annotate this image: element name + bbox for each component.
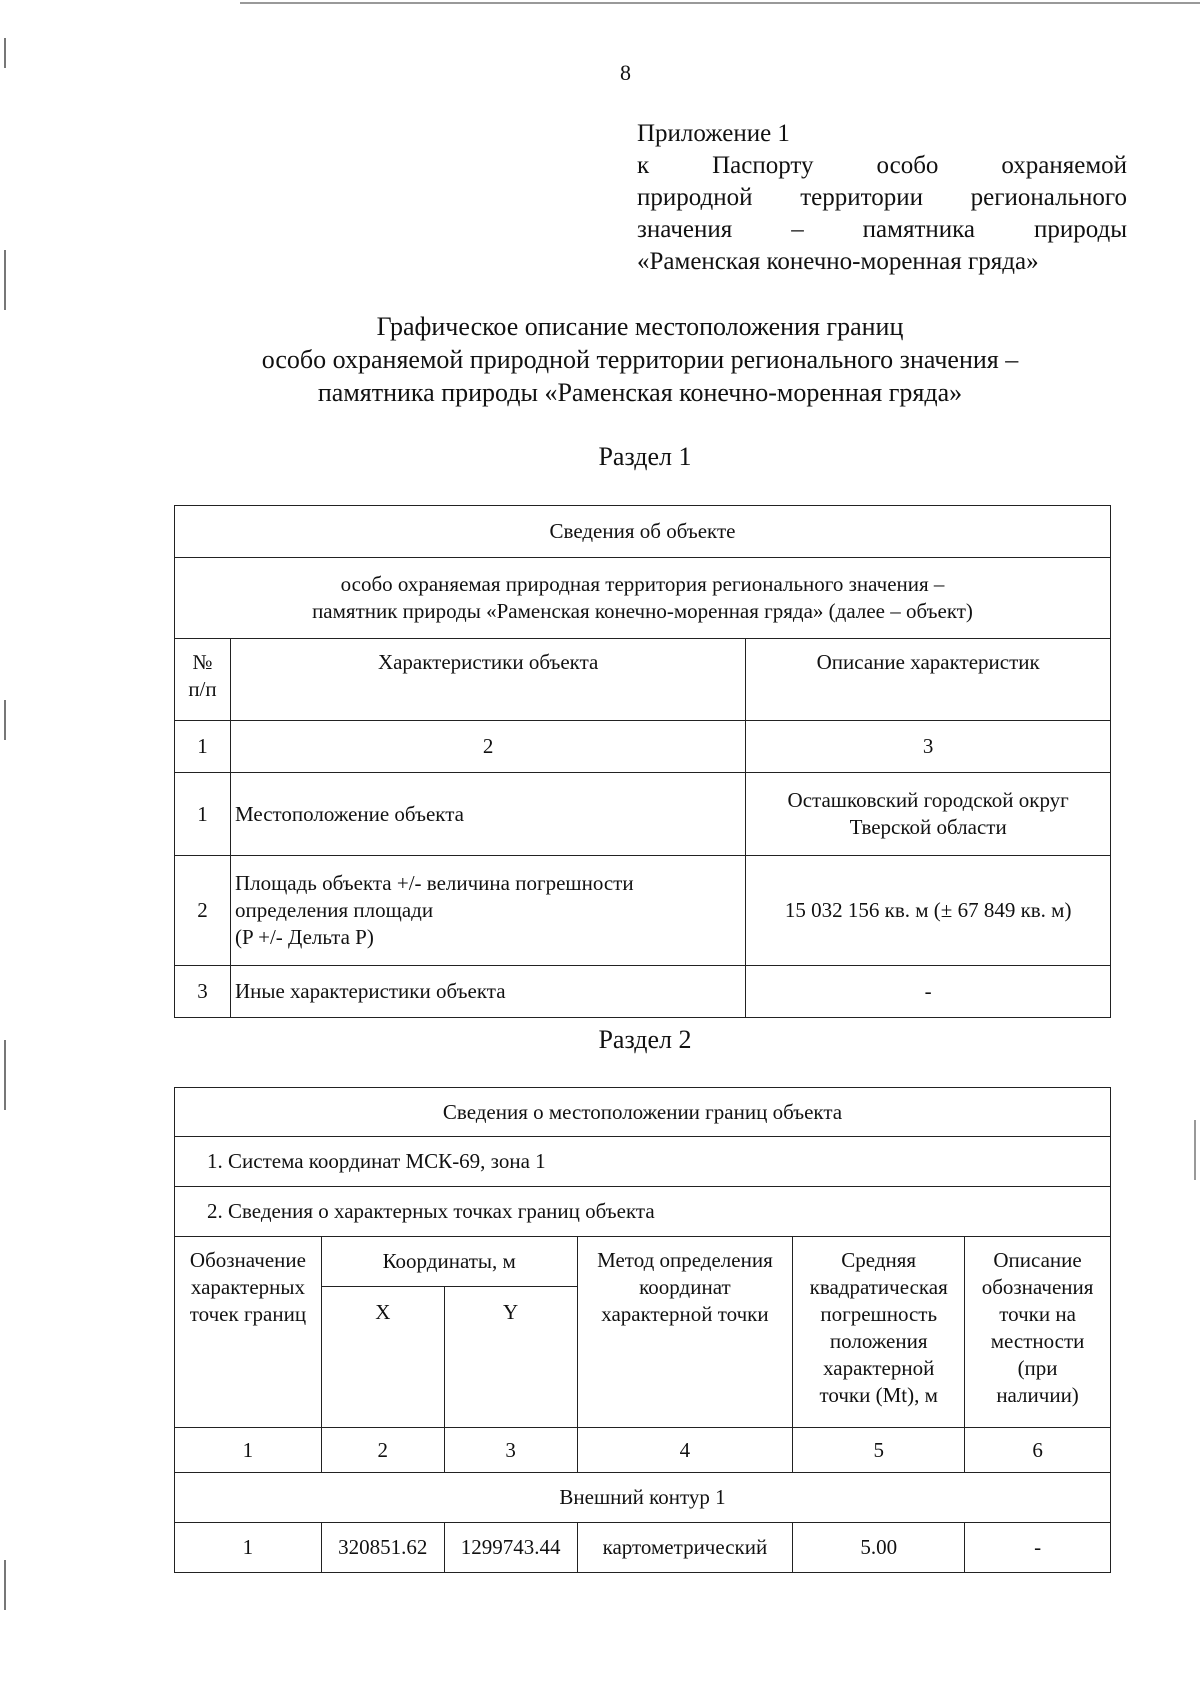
- table-row: 1 320851.62 1299743.44 картометрический 5.00 -: [175, 1523, 1111, 1573]
- appendix-title: Приложение 1: [637, 120, 790, 147]
- col-number: 6: [965, 1428, 1111, 1473]
- coord-system-row: 1. Система координат МСК-69, зона 1: [175, 1137, 1111, 1187]
- section-2-title: Раздел 2: [598, 1025, 692, 1054]
- header-num: № п/п: [175, 639, 231, 721]
- table-title: Сведения о местоположении границ объекта: [175, 1088, 1111, 1137]
- table-row: 2 Площадь объекта +/- величина погрешности определения площади (P +/- Дельта P) 15 032 156 кв. м (± 67 849 кв. м): [175, 856, 1111, 966]
- table-row: 1 Местоположение объекта Осташковский городской округ Тверской области: [175, 773, 1111, 856]
- scan-margin-mark: [4, 1560, 6, 1610]
- col-number: 1: [175, 1428, 322, 1473]
- table-title: Сведения об объекте: [175, 506, 1111, 558]
- scan-margin-mark: [4, 38, 6, 68]
- header-error: Средняя квадратическая погрешность положения характерной точки (Mt), м: [793, 1237, 965, 1428]
- header-method: Метод определения координат характерной точки: [577, 1237, 793, 1428]
- scan-margin-mark: [4, 250, 6, 310]
- header-point-desc: Описание обозначения точки на местности (при наличии): [965, 1237, 1111, 1428]
- document-heading: Графическое описание местоположения границ особо охраняемой природной территории регионального значения – памятника природы «Раменская конечно-моренная гряда»: [261, 312, 1019, 407]
- table-row: 3 Иные характеристики объекта -: [175, 966, 1111, 1018]
- page-number: 8: [620, 60, 631, 85]
- col-number: 2: [230, 721, 745, 773]
- col-number: 2: [321, 1428, 444, 1473]
- col-number: 1: [175, 721, 231, 773]
- header-coords: Координаты, м: [321, 1237, 577, 1287]
- boundary-points-table: [174, 1087, 1111, 1573]
- points-info-row: 2. Сведения о характерных точках границ объекта: [175, 1187, 1111, 1237]
- header-description: Описание характеристик: [746, 639, 1111, 721]
- scan-right-edge: [1194, 1120, 1196, 1180]
- header-designation: Обозначение характерных точек границ: [175, 1237, 322, 1428]
- appendix-line-3: значения – памятника природы: [637, 216, 1127, 243]
- col-number: 4: [577, 1428, 793, 1473]
- scan-top-edge: [240, 2, 1200, 4]
- appendix-line-4: «Раменская конечно-моренная гряда»: [637, 248, 1039, 275]
- contour-title: Внешний контур 1: [175, 1473, 1111, 1523]
- appendix-line-2: природной территории регионального: [637, 184, 1127, 211]
- col-number: 5: [793, 1428, 965, 1473]
- header-y: Y: [444, 1287, 577, 1428]
- header-characteristics: Характеристики объекта: [230, 639, 745, 721]
- scan-margin-mark: [4, 700, 6, 740]
- header-x: X: [321, 1287, 444, 1428]
- appendix-line-1: к Паспорту особо охраняемой: [637, 152, 1128, 179]
- object-name-cell: особо охраняемая природная территория регионального значения – памятник природы «Раменская конечно-моренная гряда» (далее – объект): [175, 558, 1111, 639]
- col-number: 3: [746, 721, 1111, 773]
- appendix-block: [637, 118, 1127, 278]
- col-number: 3: [444, 1428, 577, 1473]
- object-info-table: [174, 505, 1111, 1018]
- section-1-title: Раздел 1: [598, 442, 692, 471]
